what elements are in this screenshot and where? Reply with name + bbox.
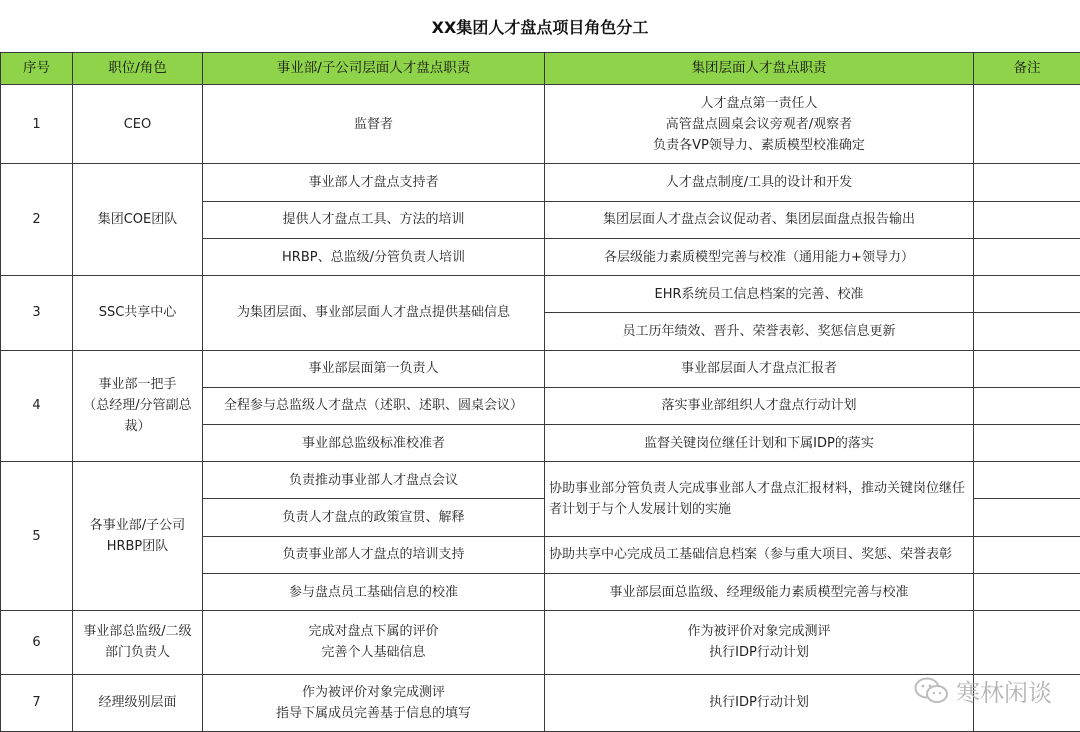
header-no: 序号 — [1, 53, 73, 85]
note-cell — [974, 350, 1080, 387]
division-duty: 负责推动事业部人才盘点会议 — [203, 462, 545, 499]
page-title: XX集团人才盘点项目角色分工 — [431, 17, 649, 37]
row-role: SSC共享中心 — [73, 276, 203, 350]
group-duty: 集团层面人才盘点会议促动者、集团层面盘点报告输出 — [545, 201, 974, 238]
group-duty: 协助共享中心完成员工基础信息档案（参与重大项目、奖惩、荣誉表彰 — [545, 536, 974, 573]
group-duty: EHR系统员工信息档案的完善、校准 — [545, 276, 974, 313]
note-cell — [974, 611, 1080, 674]
group-duty: 协助事业部分管负责人完成事业部人才盘点汇报材料，推动关键岗位继任者计划于与个人发展计划的实施 — [545, 462, 974, 536]
group-duty: 事业部层面总监级、经理级能力素质模型完善与校准 — [545, 573, 974, 610]
watermark — [914, 673, 1052, 708]
division-duty: HRBP、总监级/分管负责人培训 — [203, 238, 545, 275]
division-duty: 监督者 — [203, 85, 545, 164]
header-note: 备注 — [974, 53, 1080, 85]
group-duty: 员工历年绩效、晋升、荣誉表彰、奖惩信息更新 — [545, 313, 974, 350]
row-role: 经理级别层面 — [73, 674, 203, 732]
note-cell — [974, 573, 1080, 610]
watermark-text: 寒林闲谈 — [956, 679, 1052, 707]
note-cell — [974, 85, 1080, 164]
row-no: 4 — [1, 350, 73, 462]
group-duty: 人才盘点第一责任人 高管盘点圆桌会议旁观者/观察者 负责各VP领导力、素质模型校准确定 — [545, 85, 974, 164]
note-cell — [974, 201, 1080, 238]
note-cell — [974, 425, 1080, 462]
note-cell — [974, 238, 1080, 275]
division-duty: 事业部层面第一负责人 — [203, 350, 545, 387]
row-no: 1 — [1, 85, 73, 164]
row-role: CEO — [73, 85, 203, 164]
note-cell — [974, 536, 1080, 573]
row-role: 事业部一把手 （总经理/分管副总裁） — [73, 350, 203, 462]
division-duty: 参与盘点员工基础信息的校准 — [203, 573, 545, 610]
division-duty: 负责人才盘点的政策宣贯、解释 — [203, 499, 545, 536]
header-group: 集团层面人才盘点职责 — [545, 53, 974, 85]
division-duty: 完成对盘点下属的评价 完善个人基础信息 — [203, 611, 545, 674]
group-duty: 作为被评价对象完成测评 执行IDP行动计划 — [545, 611, 974, 674]
wechat-icon — [914, 676, 950, 706]
note-cell — [974, 462, 1080, 499]
row-no: 2 — [1, 164, 73, 276]
group-duty: 监督关键岗位继任计划和下属IDP的落实 — [545, 425, 974, 462]
division-duty: 负责事业部人才盘点的培训支持 — [203, 536, 545, 573]
header-role: 职位/角色 — [73, 53, 203, 85]
group-duty: 各层级能力素质模型完善与校准（通用能力+领导力） — [545, 238, 974, 275]
note-cell — [974, 164, 1080, 201]
group-duty: 落实事业部组织人才盘点行动计划 — [545, 387, 974, 424]
division-duty: 事业部总监级标准校准者 — [203, 425, 545, 462]
row-no: 7 — [1, 674, 73, 732]
note-cell — [974, 387, 1080, 424]
note-cell — [974, 276, 1080, 313]
division-duty: 提供人才盘点工具、方法的培训 — [203, 201, 545, 238]
row-role: 事业部总监级/二级部门负责人 — [73, 611, 203, 674]
header-division: 事业部/子公司层面人才盘点职责 — [203, 53, 545, 85]
row-no: 5 — [1, 462, 73, 611]
group-duty: 执行IDP行动计划 — [545, 674, 974, 732]
note-cell — [974, 499, 1080, 536]
division-duty: 事业部人才盘点支持者 — [203, 164, 545, 201]
group-duty: 事业部层面人才盘点汇报者 — [545, 350, 974, 387]
division-duty: 为集团层面、事业部层面人才盘点提供基础信息 — [203, 276, 545, 350]
role-table — [0, 52, 1080, 732]
row-role: 集团COE团队 — [73, 164, 203, 276]
group-duty: 人才盘点制度/工具的设计和开发 — [545, 164, 974, 201]
row-no: 6 — [1, 611, 73, 674]
division-duty: 全程参与总监级人才盘点（述职、述职、圆桌会议） — [203, 387, 545, 424]
division-duty: 作为被评价对象完成测评 指导下属成员完善基于信息的填写 — [203, 674, 545, 732]
note-cell — [974, 313, 1080, 350]
row-role: 各事业部/子公司 HRBP团队 — [73, 462, 203, 611]
row-no: 3 — [1, 276, 73, 350]
